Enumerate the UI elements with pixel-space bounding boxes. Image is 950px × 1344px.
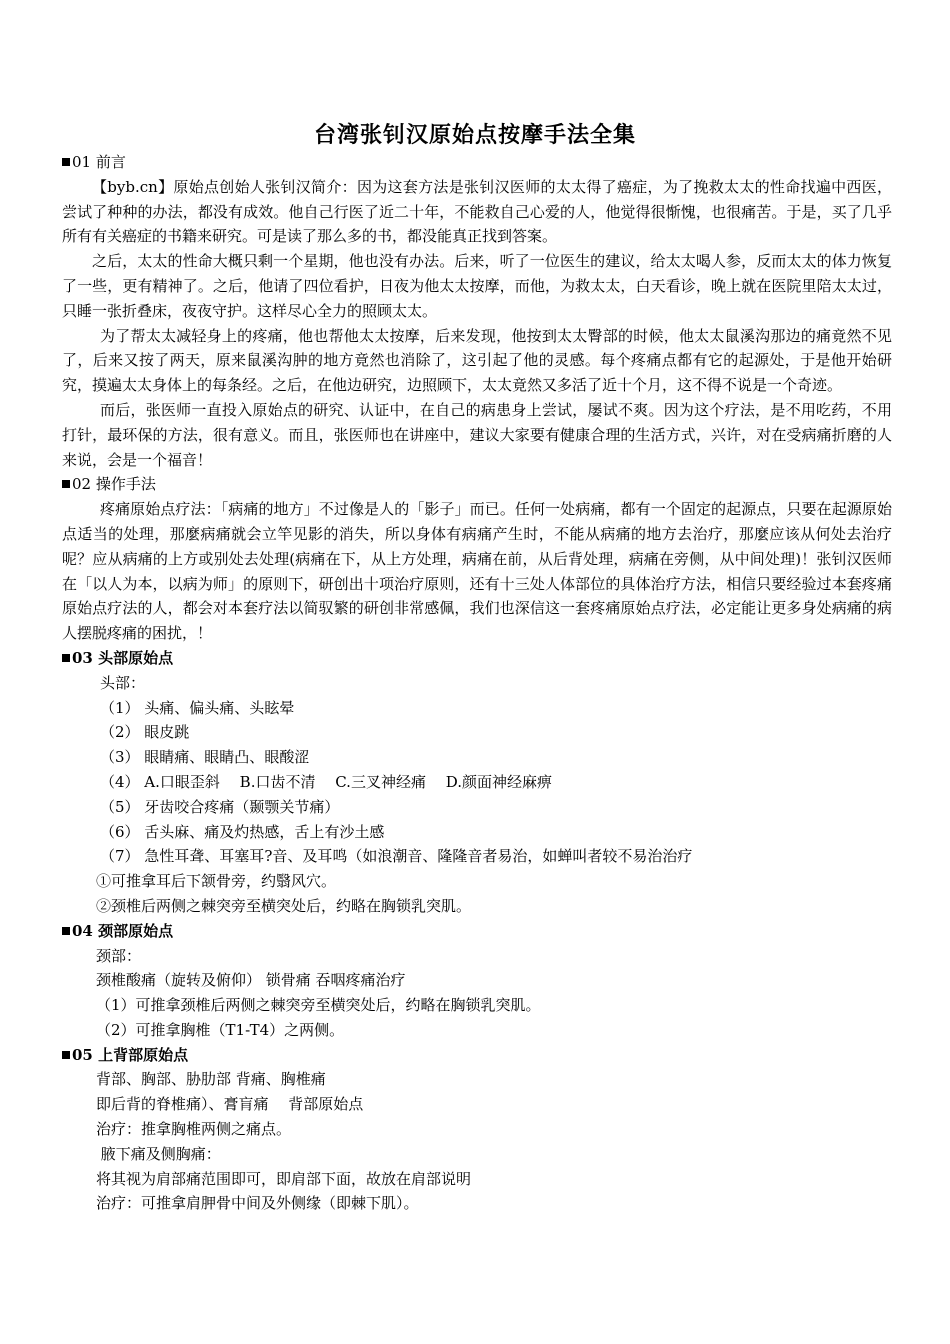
document-body <box>62 150 892 1216</box>
list-item: （1） 头痛、偏头痛、头眩晕 <box>100 698 295 717</box>
square-bullet-icon <box>62 927 70 935</box>
square-bullet-icon <box>62 654 70 662</box>
text-line: 治疗：推拿胸椎两侧之痛点。 <box>96 1120 292 1139</box>
subsection-label: 颈部： <box>96 946 142 965</box>
text-line: （2）可推拿胸椎（T1-T4）之两侧。 <box>96 1020 345 1039</box>
note-line: ①可推拿耳后下颔骨旁，约翳风穴。 <box>96 872 337 891</box>
paragraph: 为了帮太太减轻身上的疼痛，他也帮他太太按摩，后来发现，他按到太太臀部的时候，他太太鼠溪沟那边的痛竟然不见了，后来又按了两天，原来鼠溪沟肿的地方竟然也消除了，这引起了他的灵感。每个疼痛点都有它的起源处，于是他开始研究，摸遍太太身体上的每条经。之后，在他边研究，边照顾下，太太竟然又多活了近十个月，这不得不说是一个奇迹。 <box>62 326 892 395</box>
paragraph: 之后，太太的性命大概只剩一个星期，他也没有办法。后来，听了一位医生的建议，给太太喝人参，反而太太的体力恢复了一些，更有精神了。之后，他请了四位看护，日夜为他太太按摩，而他，为救太太，白天看诊，晚上就在医院里陪太太过，只睡一张折叠床，夜夜守护。这样尽心全力的照顾太太。 <box>62 252 892 320</box>
section-heading-05: 05 上背部原始点 <box>62 1043 892 1068</box>
paragraph: 【byb.cn】原始点创始人张钊汉简介：因为这套方法是张钊汉医师的太太得了癌症，为了挽救太太的性命找遍中西医，尝试了种种的办法，都没有成效。他自己行医了近二十年，不能救自己心爱的人，他觉得很惭愧，也很痛苦。于是，买了几乎所有有关癌症的书籍来研究。可是读了那么多的书，都没能真正找到答案。 <box>62 177 892 246</box>
text-line: 颈椎酸痛（旋转及俯仰） 锁骨痛 吞咽疼痛治疗 <box>96 971 406 990</box>
text-line: 腋下痛及侧胸痛： <box>96 1144 221 1163</box>
paragraph: 疼痛原始点疗法：「病痛的地方」不过像是人的「影子」而已。任何一处病痛，都有一个固定的起源点，只要在起源原始点适当的处理，那麼病痛就会立竿见影的消失，所以身体有病痛产生时，不能从病痛的地方去治疗，那麼应该从何处去治疗呢？应从病痛的上方或别处去处理(病痛在下，从上方处理，病痛在前，从后背处理，病痛在旁侧，从中间处理)！张钊汉医师在「以人为本，以病为师」的原则下，研创出十项治疗原则，还有十三处人体部位的具体治疗方法，相信只要经验过本套疼痛原始点疗法的人，都会对本套疗法以简驭繁的研创非常感佩，我们也深信这一套疼痛原始点疗法，必定能让更多身处病痛的病人摆脱疼痛的困扰，！ <box>62 500 892 643</box>
section-heading-02: 02 操作手法 <box>62 472 892 497</box>
document-title: 台湾张钊汉原始点按摩手法全集 <box>313 122 636 148</box>
subsection-label: 头部： <box>100 673 146 692</box>
list-item: （6） 舌头麻、痛及灼热感，舌上有沙土感 <box>100 822 385 841</box>
section-heading-03: 03 头部原始点 <box>62 646 892 671</box>
square-bullet-icon <box>62 480 70 488</box>
square-bullet-icon <box>62 1051 70 1059</box>
note-line: ②颈椎后两侧之棘突旁至横突处后，约略在胸锁乳突肌。 <box>96 896 472 915</box>
section-heading-01: 01 前言 <box>62 150 892 175</box>
text-line: 治疗：可推拿肩胛骨中间及外侧缘（即棘下肌）。 <box>96 1194 419 1213</box>
text-line: （1）可推拿颈椎后两侧之棘突旁至横突处后，约略在胸锁乳突肌。 <box>96 996 541 1015</box>
list-item: （2） 眼皮跳 <box>100 723 190 742</box>
list-item: （5） 牙齿咬合疼痛（颞颚关节痛） <box>100 797 340 816</box>
section-heading-04: 04 颈部原始点 <box>62 919 892 944</box>
list-item: （7） 急性耳聋、耳塞耳?音、及耳鸣（如浪潮音、隆隆音者易治，如蝉叫者较不易治治疗 <box>100 847 693 866</box>
square-bullet-icon <box>62 158 70 166</box>
text-line: 即后背的脊椎痛）、膏肓痛 背部原始点 <box>96 1095 364 1114</box>
text-line: 背部、胸部、胁肋部 背痛、胸椎痛 <box>96 1070 326 1089</box>
text-line: 将其视为肩部痛范围即可，即肩部下面，故放在肩部说明 <box>96 1169 472 1188</box>
list-item: （3） 眼睛痛、眼睛凸、眼酸涩 <box>100 748 310 767</box>
list-item: （4） A.口眼歪斜 B.口齿不清 C.三叉神经痛 D.颜面神经麻痹 <box>100 772 552 791</box>
paragraph: 而后，张医师一直投入原始点的研究、认证中，在自己的病患身上尝试，屡试不爽。因为这个疗法，是不用吃药，不用打针，最环保的方法，很有意义。而且，张医师也在讲座中，建议大家要有健康合理的生活方式，兴许，对在受病痛折磨的人来说，会是一个福音！ <box>62 400 892 469</box>
